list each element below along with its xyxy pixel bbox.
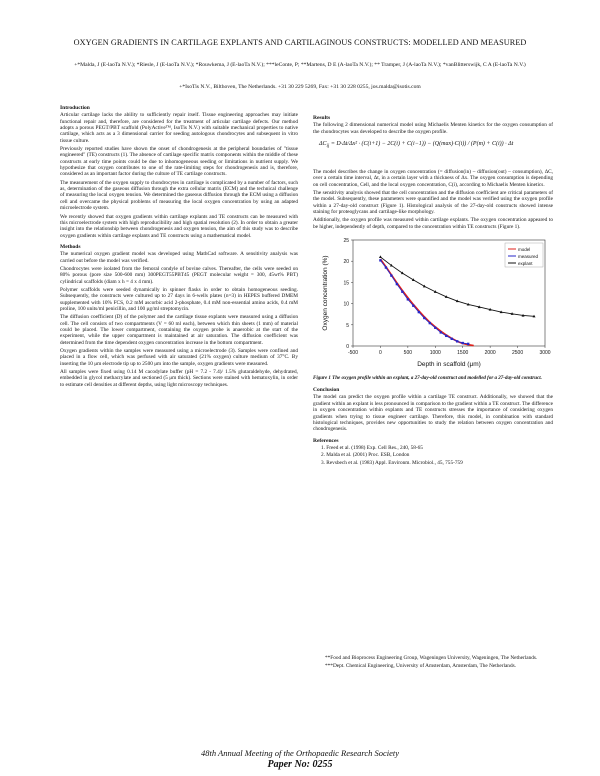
intro-paragraph: Articular cartilage lacks the ability to sufficiently repair itself. Tissue engineering approaches may initiate functional repair and, therefore, are considered for the treatment of articular cartilage defects. Our method adopts a porous PEGT/PBT scaffold (PolyActive™, IsoTis N.V.) with suitable mechanical properties to native cartilage, which acts as a 3 dimensional carrier for seeding autologous chondrocytes and subsequent in vitro tissue culture. bbox=[60, 112, 298, 144]
x-tick-label: 1000 bbox=[429, 350, 441, 357]
methods-paragraph: All samples were fixed using 0.14 M cacodylate buffer (pH = 7.2 - 7.4)/ 1.5% glutaraldehyde, dehydrated, embedded in glycol methacrylate and sectioned (5 μm thick). Sections were stained with hematoxylin, in order to estimate cell densities at different depths, using light microscopy techniques. bbox=[60, 369, 298, 388]
methods-heading: Methods bbox=[60, 243, 81, 250]
conference-name: 48th Annual Meeting of the Orthopaedic Research Society bbox=[200, 748, 400, 758]
reference-item: 1. Freed et al. (1998) Exp. Cell Res., 240, 58-65 bbox=[321, 444, 423, 451]
right-column bbox=[313, 110, 553, 467]
references-heading: References bbox=[313, 437, 339, 444]
methods-paragraph: Chondrocytes were isolated from the femoral condyle of bovine calves. Thereafter, the cells were seeded on 80% porous (pore size 500-600 mm) 300PEGT55PBT45 (PEGT molecular weight = 300, 45wt% PBT) cylindrical scaffolds (diam x h = 4 x 4 mm). bbox=[60, 265, 298, 285]
footnote: ***Dept. Chemical Engineering, University of Amsterdam, Amsterdam, The Netherlands. bbox=[325, 663, 516, 670]
legend-label: model bbox=[518, 246, 531, 252]
author-list: +*Malda, J (E-laoTa N.V.); *Riesle, J (E-laoTa N.V.); *Rouwkema, J (E-laoTa N.V.); ***leConte, P; **Martens, D E (A-laoTa N.V.); ** Tramper, J (A-laoTa N.V.); *vanBlitterswijk, C A (E-laoTa N.V.) bbox=[74, 62, 526, 68]
data-point-explant bbox=[379, 255, 382, 258]
paper-title: OXYGEN GRADIENTS IN CARTILAGE EXPLANTS AND CARTILAGINOUS CONSTRUCTS: MODELLED AND MEASURED bbox=[73, 38, 527, 47]
chart-svg bbox=[313, 234, 553, 374]
x-axis-label: Depth in scaffold (μm) bbox=[417, 361, 481, 369]
y-tick-label: 20 bbox=[343, 259, 349, 266]
affiliation: +*IsoTis N.V., Bilthoven, The Netherlands. +31 30 229 5269, Fax: +31 30 228 0255, jos.malda@isotis.com bbox=[179, 84, 421, 90]
reference-item: 2. Malda et al. (2001) Proc. ESB, London bbox=[321, 452, 410, 459]
data-point-measured bbox=[467, 343, 469, 345]
methods-paragraph: Oxygen gradients within the samples were measured using a microelectrode (3). Samples were confined and placed in a flow cell, which was perfused with air saturated (21% oxygen) culture medium of 37°C. By inserting the 10 μm electrode tip up to 2500 μm into the sample, oxygen gradients were measured. bbox=[60, 348, 298, 367]
intro-paragraph: Previously reported studies have shown the onset of chondrogenesis at the peripheral boundaries of "tissue engineered" (TE) constructs (1). The absence of cartilage specific matrix components within the middle of these constructs at early time points could be due to inhomogeneous seeding or limitations in nutrient supply. We hypothesize that oxygen contributes to one of the rate-limiting steps for chondrogenesis and is, therefore, considered as an important factor during the culture of TE cartilage constructs. bbox=[60, 146, 298, 178]
model-equation: $\Delta C_{ij} = D\cdot\Delta t/\Delta x^2 \cdot (C(i+1) - 2C(i) + C(i-1)) - (Q(\max)\cdot C(i)) / (P(m) + C(i)) \cdot \Delta t$ bbox=[319, 141, 514, 150]
data-point-measured bbox=[423, 317, 425, 319]
equation-body: D·Δt/Δx² · (C(i+1) − 2C(i) + C(i−1)) − (Q(max)·C(i)) / (P(m) + C(i)) · Δt bbox=[336, 141, 514, 148]
conclusion-paragraph: The model can predict the oxygen profile within a cartilage TE construct. Additionally, we showed that the gradient within an explant is less pronounced in comparison to the gradient within a TE construct. The difference in oxygen concentration within explants and TE constructs stresses the importance of considering oxygen gradients when trying to tissue engineer cartilage. Therefore, this model, in combination with standard histological techniques, provides new opportunities to study the relation between oxygen concentration and chondrogenesis. bbox=[313, 394, 553, 433]
data-point-measured bbox=[445, 335, 447, 337]
y-tick-label: 15 bbox=[343, 280, 349, 287]
data-point-measured bbox=[407, 298, 409, 300]
legend-label: explant bbox=[518, 260, 533, 266]
x-tick-label: 500 bbox=[403, 350, 413, 357]
data-point-measured bbox=[462, 342, 464, 344]
reference-item: 3. Revsbech et al. (1983) Appl. Environm. Microbiol., 45, 755-759 bbox=[321, 459, 463, 466]
data-point-measured bbox=[396, 283, 398, 285]
data-point-measured bbox=[440, 331, 442, 333]
data-point-measured bbox=[379, 259, 381, 261]
x-tick-label: 1500 bbox=[457, 350, 469, 357]
reference-list bbox=[313, 445, 553, 466]
data-point-measured bbox=[456, 340, 458, 342]
equation-lhs: ΔC bbox=[319, 141, 327, 148]
series-line-measured bbox=[380, 260, 468, 344]
y-axis-label: Oxygen concentration (%) bbox=[322, 255, 329, 331]
data-point-measured bbox=[418, 311, 420, 313]
footnotes bbox=[325, 655, 555, 672]
equation-subscript: ij bbox=[326, 144, 330, 150]
results-heading: Results bbox=[313, 115, 331, 121]
intro-paragraph: The measurement of the oxygen supply to chondrocytes in cartilage is complicated by a number of factors, such as, determination of the gaseous diffusion through the extra cellular matrix (ECM) and the technical challenge of measuring the local oxygen tension. We determined the gaseous diffusion through the ECM using a diffusion cell and overcame the physical problems of measuring the local oxygen concentration by using an adapted microelectrode system. bbox=[60, 179, 298, 212]
oxygen-profile-chart bbox=[313, 234, 553, 374]
methods-paragraph: The diffusion coefficient (D) of the polymer and the cartilage tissue explants were measured using a diffusion cell. The cell consists of two compartments (V = 60 ml each), between which thin sheets (1 mm) of material could be placed. The lower compartment, containing the oxygen probe is anaerobic at the start of the experiment, while the upper compartment is maintained at air saturation. The diffusion coefficient was determined from the time dependent oxygen concentration increase in the bottom compartment. bbox=[60, 314, 298, 346]
footnote: **Food and Bioprocess Engineering Group, Wageningen University, Wageningen, The Netherlands. bbox=[325, 655, 538, 661]
data-point-measured bbox=[401, 291, 403, 293]
x-tick-label: 2000 bbox=[484, 350, 496, 357]
results-paragraph: The model describes the change in oxygen concentration (= diffusion(in) – diffusion(out) – consumption), ΔC, over a certain time interval, Δt, in a certain layer with a thickness of Δx. The oxygen consumption is depending on cell concentration, Cell, and the local oxygen concentration, C(i), according to Michaelis Menten kinetics. bbox=[313, 169, 553, 188]
figure-caption: Figure 1 The oxygen profile within an explant, a 27-day-old construct and modelled for a 27-day-old construct. bbox=[313, 376, 542, 382]
results-paragraph: The following 2 dimensional numerical model using Michaelis Menten kinetics for the oxygen consumption of the chondrocytes was developed to describe the oxygen profile. bbox=[313, 122, 553, 135]
x-tick-label: 3000 bbox=[539, 350, 551, 357]
intro-paragraph: We recently showed that oxygen gradients within cartilage explants and TE constructs can be measured with this microelectrode system with high reproducibility and high spatial resolution (2). In order to obtain a greater insight into the relationship between chondrogenesis and oxygen tension, the aim of this study was to describe oxygen gradients within cartilage explants and TE constructs using a mathematical model. bbox=[60, 213, 298, 239]
y-tick-label: 25 bbox=[343, 238, 349, 245]
intro-heading: Introduction bbox=[60, 105, 90, 111]
data-point-measured bbox=[385, 266, 387, 268]
methods-paragraph: Polymer scaffolds were seeded dynamically in spinner flasks in order to obtain homogeneous seeding. Subsequently, the constructs were cultured up to 27 days in 6-wells plates (n=3) in HEPES buffered DMEM supplemented with 10% FCS, 0.2 mM ascorbic acid 2-phosphate, 0.4 mM non-essential amino acids, 0.4 mM proline, 100 units/ml penicillin, and 100 μg/ml streptomycin. bbox=[60, 286, 298, 312]
results-paragraph: The sensitivity analysis showed that the cell concentration and the diffusion coefficient are critical parameters of the model. Subsequently, these parameters were quantified and the model was verified using the oxygen profile within a 27-day-old construct (Figure 1). Histological analysis of the 27-day-old constructs showed intense staining for proteoglycans and cartilage-like morphology. bbox=[313, 190, 553, 216]
x-tick-label: 0 bbox=[379, 350, 382, 357]
data-point-measured bbox=[390, 275, 392, 277]
data-point-measured bbox=[412, 305, 414, 307]
data-point-measured bbox=[429, 322, 431, 324]
y-tick-label: 10 bbox=[343, 301, 349, 308]
x-tick-label: -500 bbox=[347, 350, 359, 357]
legend-label: measured bbox=[518, 253, 539, 259]
y-tick-label: 0 bbox=[346, 344, 349, 351]
results-paragraph: Additionally, the oxygen profile was measured within cartilage explants. The oxygen concentration appeared to be higher, independently of depth, compared to the concentration within TE constructs (Figure 1). bbox=[313, 217, 553, 230]
x-tick-label: 2500 bbox=[512, 350, 524, 357]
y-tick-label: 5 bbox=[346, 322, 349, 329]
methods-paragraph: The numerical oxygen gradient model was developed using MathCad software. A sensitivity analysis was carried out before the model was verified. bbox=[60, 251, 298, 264]
data-point-measured bbox=[451, 338, 453, 340]
paper-number: Paper No: 0255 bbox=[267, 759, 333, 770]
data-point-measured bbox=[434, 327, 436, 329]
series-line-model bbox=[380, 259, 473, 345]
conclusion-heading: Conclusion bbox=[313, 387, 340, 394]
left-column bbox=[60, 100, 298, 390]
